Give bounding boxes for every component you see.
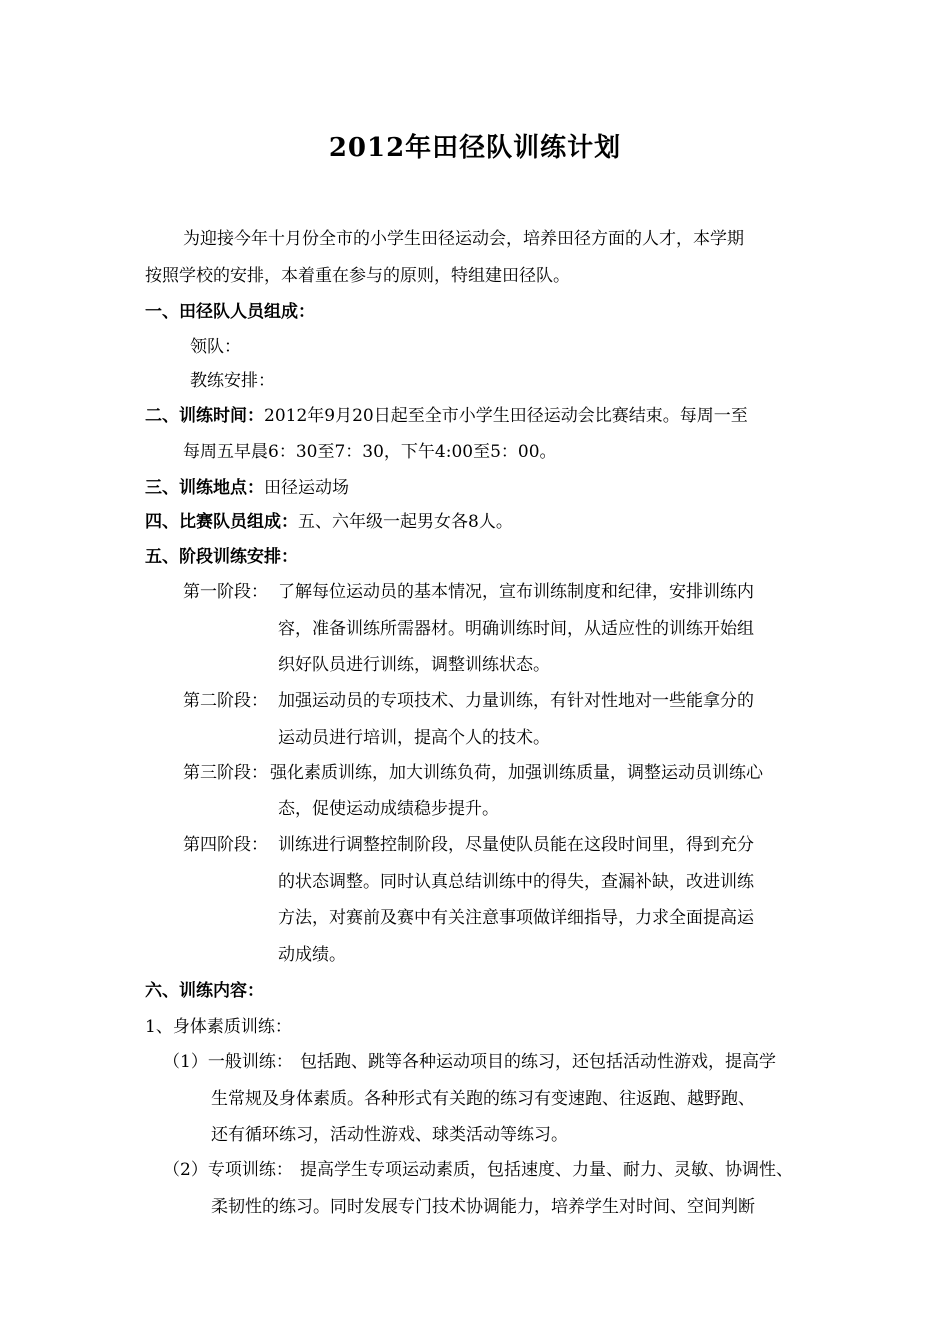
item-1-line-2: 生常规及身体素质。各种形式有关跑的练习有变速跑、往返跑、越野跑、: [211, 1089, 755, 1109]
section-3-text: 田径运动场: [264, 478, 349, 498]
stage-4-label: 第四阶段：: [183, 835, 268, 855]
stage-1-label: 第一阶段：: [183, 582, 268, 602]
stage-3-line-2: 态，促使运动成绩稳步提升。: [278, 799, 499, 819]
stage-3-label: 第三阶段：: [183, 763, 268, 783]
item-2-line-2: 柔韧性的练习。同时发展专门技术协调能力，培养学生对时间、空间判断: [211, 1197, 755, 1217]
stage-2-line-1: 加强运动员的专项技术、力量训练，有针对性地对一些能拿分的: [278, 691, 754, 711]
section-4: [145, 511, 513, 533]
item-1-label: （1）一般训练：: [163, 1052, 293, 1072]
section-6-sub-1: 1、身体素质训练：: [145, 1017, 292, 1037]
stage-2-line-2: 运动员进行培训，提高个人的技术。: [278, 728, 550, 748]
stage-2-label: 第二阶段：: [183, 691, 268, 711]
coach-label: 教练安排：: [190, 371, 275, 391]
section-2: [145, 405, 748, 427]
section-5-heading: 五、阶段训练安排：: [145, 547, 298, 567]
intro-line-2: 按照学校的安排，本着重在参与的原则，特组建田径队。: [145, 266, 570, 286]
stage-1-line-3: 织好队员进行训练，调整训练状态。: [278, 655, 550, 675]
stage-1-line-1: 了解每位运动员的基本情况，宣布训练制度和纪律，安排训练内: [278, 582, 754, 602]
stage-3-line-1: 强化素质训练，加大训练负荷，加强训练质量，调整运动员训练心: [270, 763, 763, 783]
document-title: 2012年田径队训练计划: [328, 133, 622, 163]
item-1-line-3: 还有循环练习，活动性游戏、球类活动等练习。: [211, 1125, 568, 1145]
intro-line-1: 为迎接今年十月份全市的小学生田径运动会，培养田径方面的人才，本学期: [183, 229, 744, 249]
section-2-text-2: 每周五早晨6：30至7：30，下午4:00至5：00。: [183, 442, 557, 462]
stage-4-line-4: 动成绩。: [278, 945, 346, 965]
leader-label: 领队：: [190, 337, 241, 357]
section-6-heading: 六、训练内容：: [145, 981, 264, 1001]
section-2-text-1: 2012年9月20日起至全市小学生田径运动会比赛结束。每周一至: [264, 406, 748, 426]
section-3-heading: 三、训练地点：: [145, 478, 264, 498]
item-2-label: （2）专项训练：: [163, 1160, 293, 1180]
section-1-heading: 一、田径队人员组成：: [145, 302, 315, 322]
section-2-heading: 二、训练时间：: [145, 406, 264, 426]
stage-4-line-2: 的状态调整。同时认真总结训练中的得失，查漏补缺，改进训练: [278, 872, 754, 892]
section-4-text: 五、六年级一起男女各8人。: [298, 512, 513, 532]
stage-4-line-1: 训练进行调整控制阶段，尽量使队员能在这段时间里，得到充分: [278, 835, 754, 855]
section-3: [145, 477, 349, 499]
item-1-line-1: 包括跑、跳等各种运动项目的练习，还包括活动性游戏，提高学: [300, 1052, 776, 1072]
stage-4-line-3: 方法，对赛前及赛中有关注意事项做详细指导，力求全面提高运: [278, 908, 754, 928]
item-2-line-1: 提高学生专项运动素质，包括速度、力量、耐力、灵敏、协调性、: [300, 1160, 793, 1180]
section-4-heading: 四、比赛队员组成：: [145, 512, 298, 532]
stage-1-line-2: 容，准备训练所需器材。明确训练时间，从适应性的训练开始组: [278, 619, 754, 639]
